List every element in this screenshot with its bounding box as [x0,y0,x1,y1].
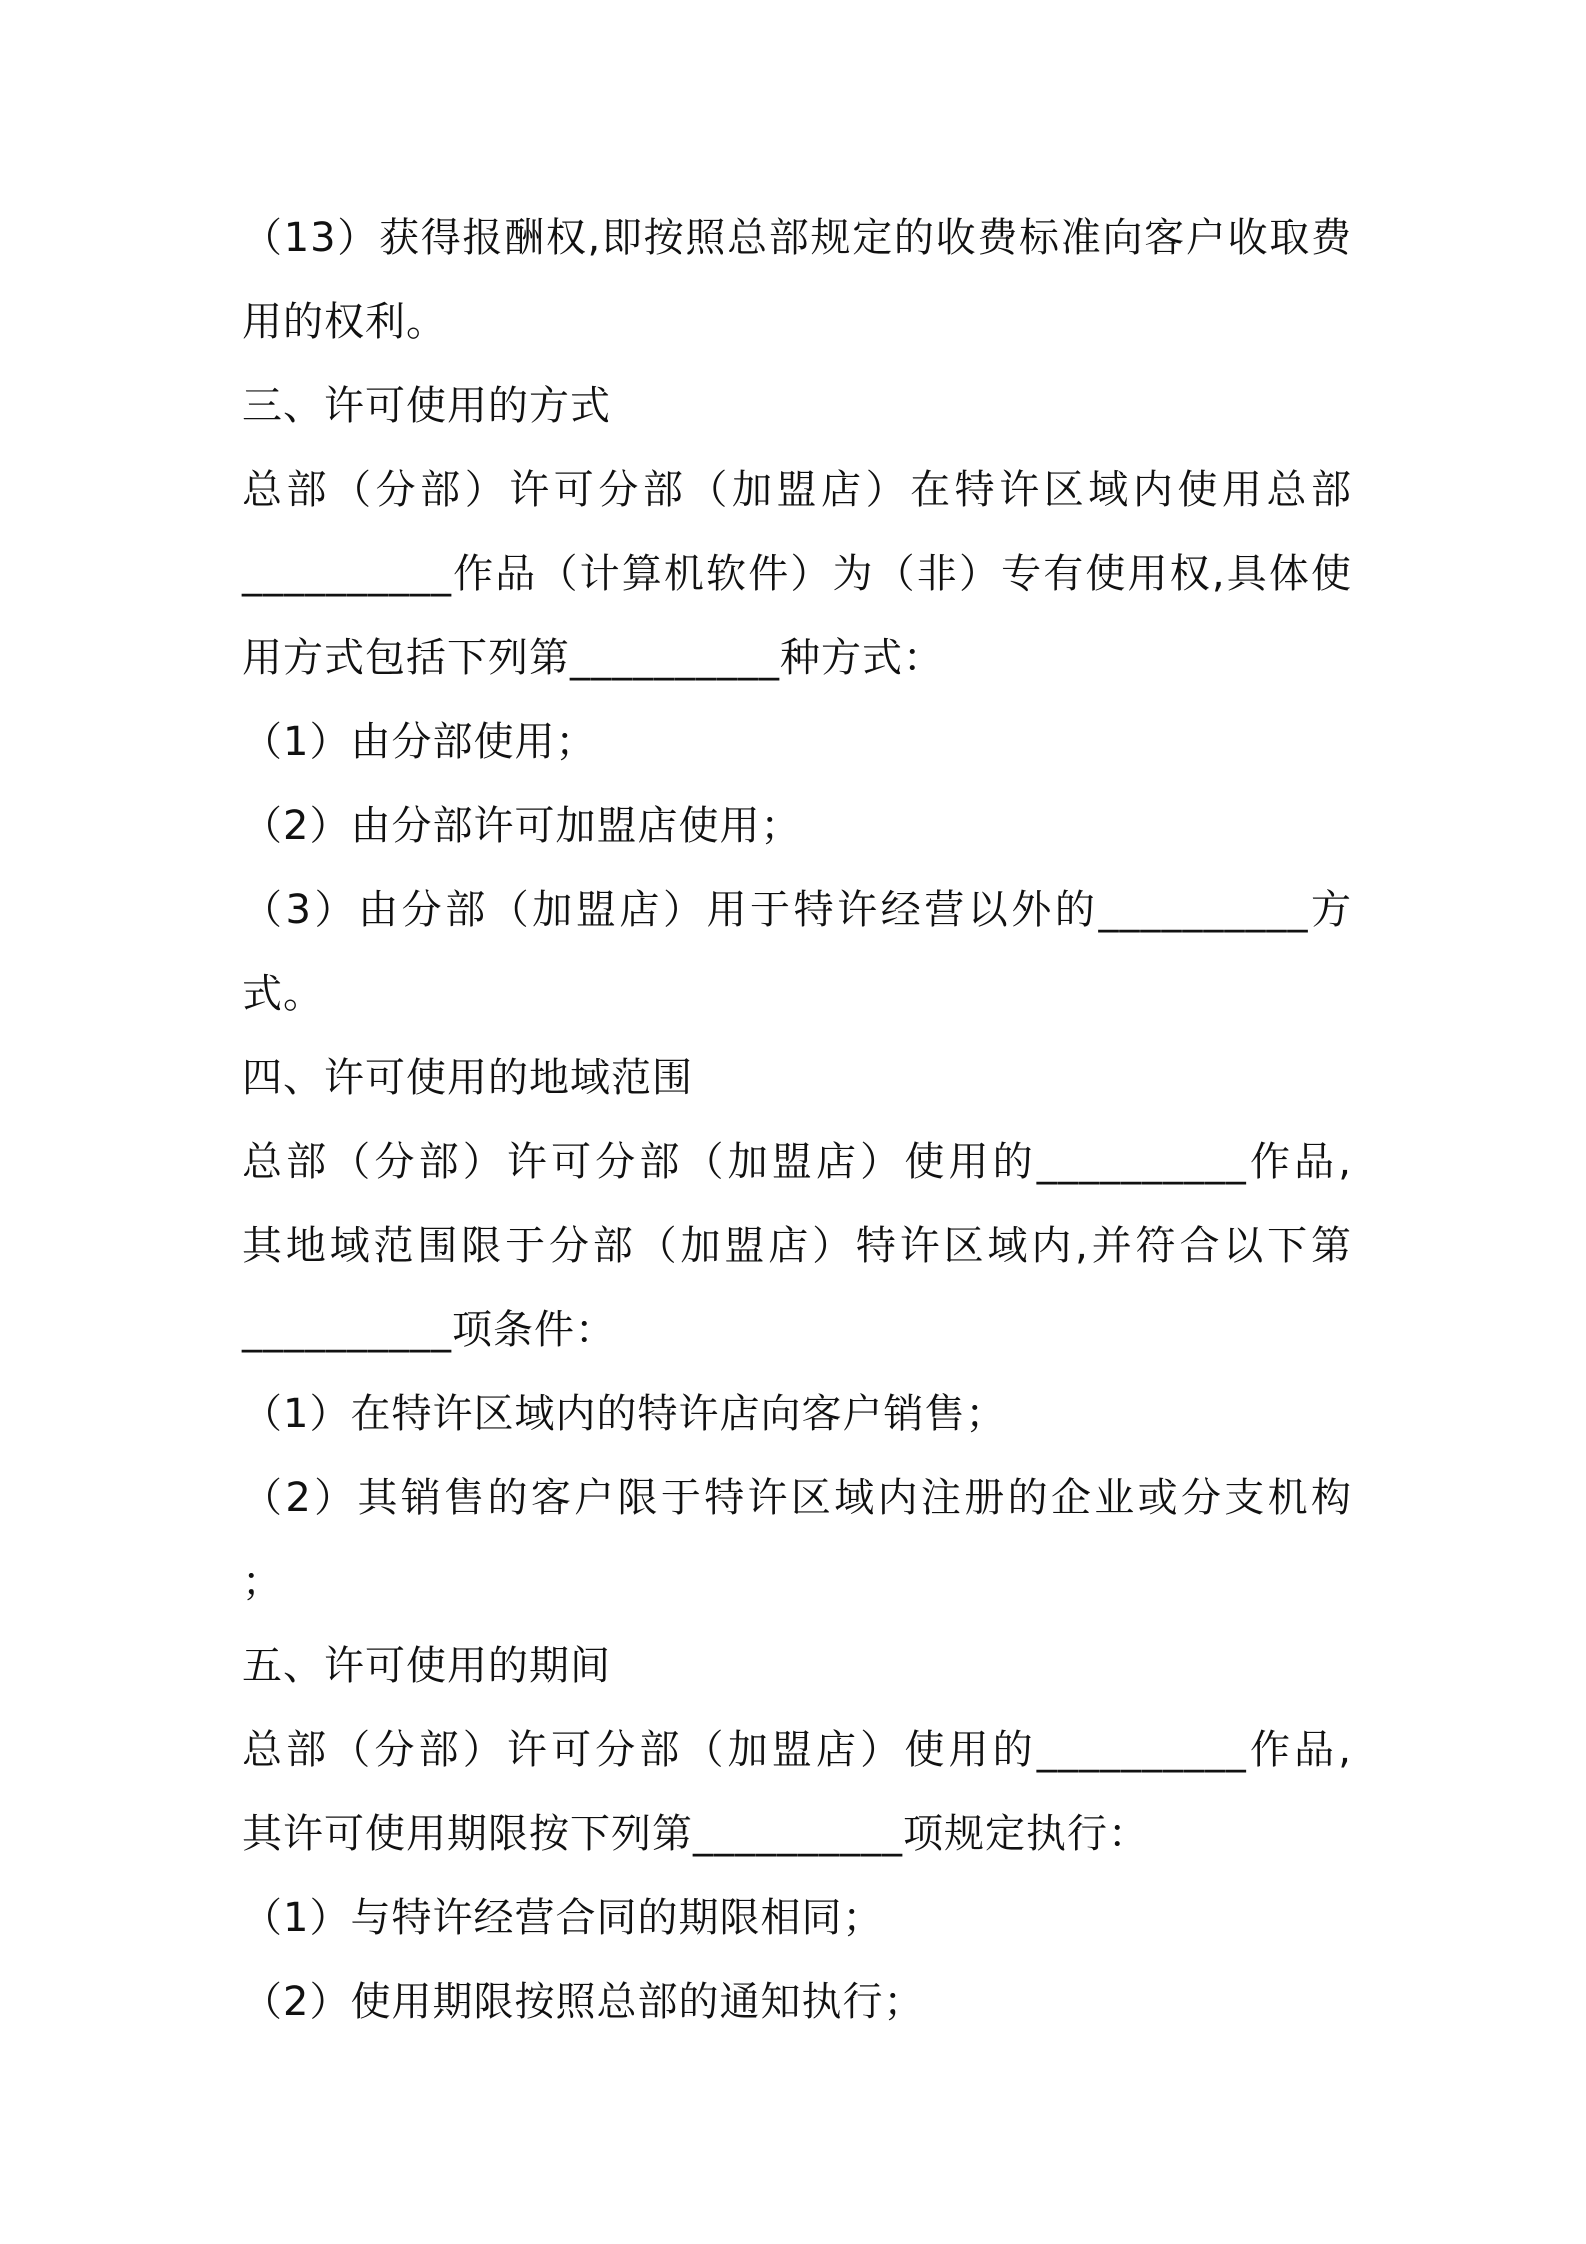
text-line: 用方式包括下列第__________种方式： [242,635,944,681]
text-line: 总部（分部）许可分部（加盟店）使用的__________作品, [242,1139,1352,1185]
section-heading: 五、许可使用的期间 [242,1643,611,1689]
text-line: 式。 [242,971,324,1017]
list-item: （2）其销售的客户限于特许区域内注册的企业或分支机构 [242,1475,1352,1521]
text-line: __________项条件： [242,1307,616,1353]
text-line: 总部（分部）许可分部（加盟店）使用的__________作品, [242,1727,1352,1773]
text-line: 其地域范围限于分部（加盟店）特许区域内,并符合以下第 [242,1223,1352,1269]
text-line: 总部（分部）许可分部（加盟店）在特许区域内使用总部 [242,467,1352,513]
list-item: （2）由分部许可加盟店使用； [242,803,802,849]
list-item: （3）由分部（加盟店）用于特许经营以外的__________方 [242,887,1352,933]
text-line: __________作品（计算机软件）为（非）专有使用权,具体使 [242,551,1352,597]
text-line: ； [242,1559,283,1605]
list-item: （1）在特许区域内的特许店向客户销售； [242,1391,1007,1437]
text-line: 用的权利。 [242,299,447,345]
list-item: （1）由分部使用； [242,719,597,765]
document-page [242,196,1352,2044]
section-heading: 四、许可使用的地域范围 [242,1055,693,1101]
list-item: （2）使用期限按照总部的通知执行； [242,1979,925,2025]
list-item: （1）与特许经营合同的期限相同； [242,1895,884,1941]
text-line: 其许可使用期限按下列第__________项规定执行： [242,1811,1149,1857]
section-heading: 三、许可使用的方式 [242,383,611,429]
text-line: （13）获得报酬权,即按照总部规定的收费标准向客户收取费 [242,215,1352,261]
